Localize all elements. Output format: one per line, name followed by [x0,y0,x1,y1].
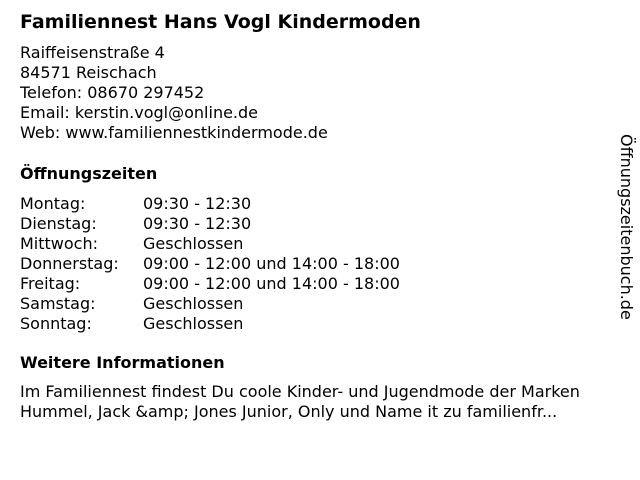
time-value: Geschlossen [143,234,244,253]
day-label: Montag: [20,194,86,213]
phone-line: Telefon: 08670 297452 [20,83,205,102]
time-value: Geschlossen [143,314,244,333]
day-label: Mittwoch: [20,234,98,253]
brand-vertical-text: Öffnungszeitenbuch.de [617,134,636,320]
day-label: Donnerstag: [20,254,119,273]
city-postal: 84571 Reischach [20,63,157,82]
time-value: 09:30 - 12:30 [143,214,252,233]
time-value: Geschlossen [143,294,244,313]
more-info-line-2: Hummel, Jack &amp; Jones Junior, Only und Name it zu familienfr... [20,402,558,421]
time-value: 09:30 - 12:30 [143,194,252,213]
day-label: Dienstag: [20,214,97,233]
email-line: Email: kerstin.vogl@online.de [20,103,259,122]
opening-hours-heading: Öffnungszeiten [20,164,158,183]
web-line: Web: www.familiennestkindermode.de [20,123,328,142]
brand-watermark [613,134,637,334]
day-label: Samstag: [20,294,96,313]
more-info-text [20,382,632,422]
contact-block [20,43,328,143]
time-value: 09:00 - 12:00 und 14:00 - 18:00 [143,274,400,293]
business-name: Familiennest Hans Vogl Kindermoden [20,11,421,33]
more-info-line-1: Im Familiennest findest Du coole Kinder- und Jugendmode der Marken [20,382,580,401]
street-address: Raiffeisenstraße 4 [20,43,165,62]
more-info-heading: Weitere Informationen [20,353,225,372]
day-label: Freitag: [20,274,81,293]
time-value: 09:00 - 12:00 und 14:00 - 18:00 [143,254,400,273]
day-label: Sonntag: [20,314,92,333]
